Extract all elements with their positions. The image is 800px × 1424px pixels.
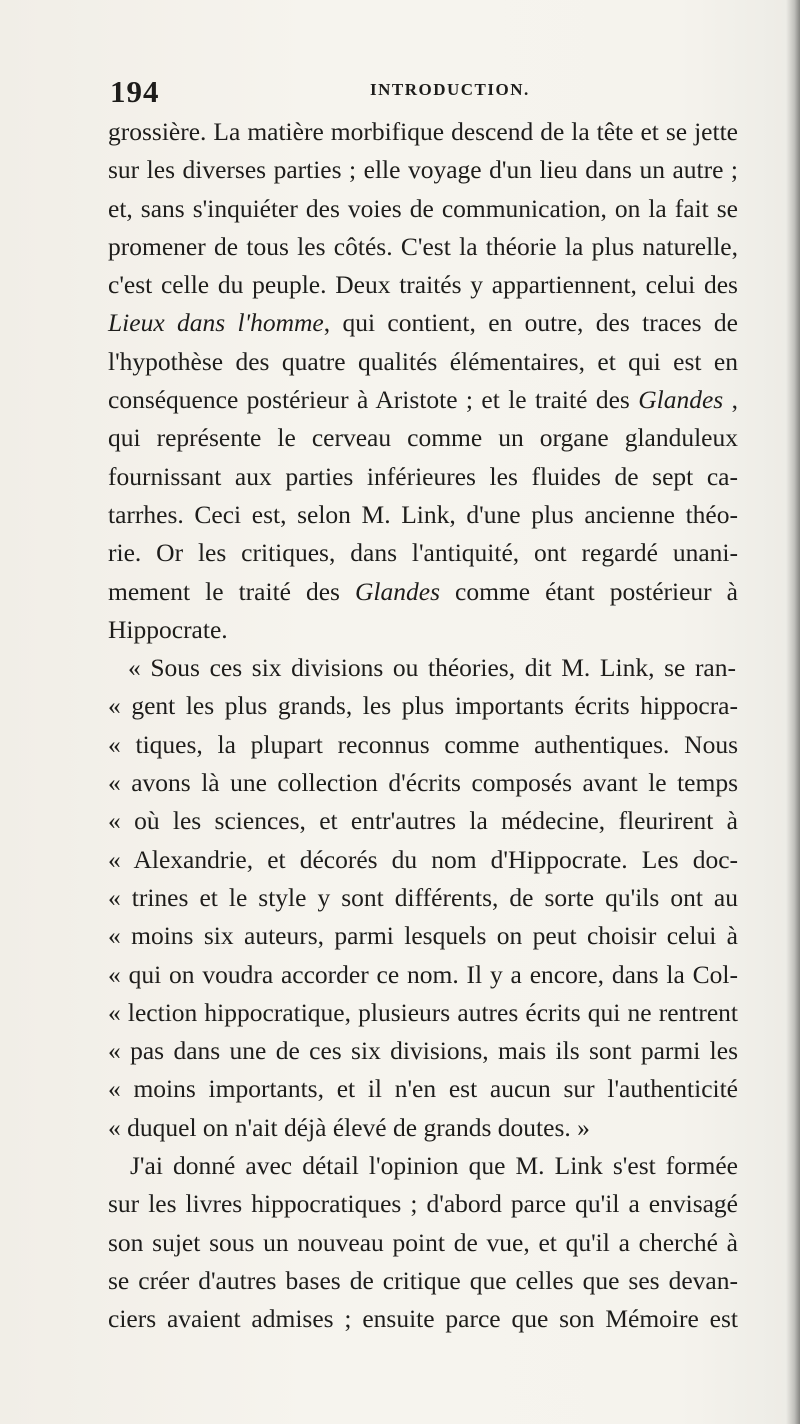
quote-line: « gent les plus grands, les plus importants écrits hippocra-	[108, 691, 738, 721]
text-line	[108, 381, 738, 419]
text-line: Hippocrate.	[108, 614, 228, 644]
page-number: 194	[110, 74, 160, 109]
text-line: rie. Or les critiques, dans l'antiquité, ont regardé unani-	[108, 538, 738, 568]
text-line	[108, 573, 738, 611]
quote-line: « Alexandrie, et décorés du nom d'Hippocrate. Les doc-	[108, 844, 738, 874]
quote-line: « tiques, la plupart reconnus comme authentiques. Nous	[108, 729, 738, 759]
text-line: son sujet sous un nouveau point de vue, et qu'il a cherché à	[108, 1227, 738, 1257]
text-line: c'est celle du peuple. Deux traités y appartiennent, celui des	[108, 270, 738, 300]
body-text	[108, 113, 738, 1339]
text-line: se créer d'autres bases de critique que celles que ses devan-	[108, 1265, 738, 1295]
quote-line: « duquel on n'ait déjà élevé de grands doutes. »	[108, 1112, 590, 1142]
text-line: fournissant aux parties inférieures les fluides de sept ca-	[108, 461, 738, 491]
italic-title-glandes: Glandes	[355, 576, 441, 606]
text-line: l'hypothèse des quatre qualités élémentaires, et qui est en	[108, 346, 738, 376]
text-fragment: comme étant postérieur à	[440, 576, 738, 606]
text-line: ciers avaient admises ; ensuite parce que son Mémoire est	[108, 1304, 738, 1334]
text-fragment: mement le traité des	[108, 576, 356, 606]
text-line	[108, 304, 738, 342]
quote-line: « lection hippocratique, plusieurs autres écrits qui ne rentrent	[108, 997, 738, 1027]
running-head: INTRODUCTION.	[370, 80, 530, 99]
text-line: sur les livres hippocratiques ; d'abord parce qu'il a envisagé	[108, 1189, 738, 1219]
quote-line: « où les sciences, et entr'autres la médecine, fleurirent à	[108, 806, 738, 836]
quote-line: « avons là une collection d'écrits composés avant le temps	[108, 768, 738, 798]
quote-line: « pas dans une de ces six divisions, mais ils sont parmi les	[108, 1036, 738, 1066]
quote-line: « moins six auteurs, parmi lesquels on peut choisir celui à	[108, 921, 738, 951]
italic-title-glandes: Glandes	[638, 385, 724, 415]
text-line: sur les diverses parties ; elle voyage d'un lieu dans un autre ;	[108, 155, 738, 185]
text-fragment: ,	[723, 385, 738, 415]
italic-title-lieux: Lieux dans l'homme	[108, 308, 324, 338]
quote-line: « Sous ces six divisions ou théories, dit M. Link, se ran-	[128, 653, 736, 683]
quote-line: « moins importants, et il n'en est aucun sur l'authenticité	[108, 1074, 738, 1104]
page-edge-shadow	[786, 0, 800, 1424]
text-fragment: conséquence postérieur à Aristote ; et le traité des	[108, 385, 639, 415]
quote-line: « qui on voudra accorder ce nom. Il y a encore, dans la Col-	[108, 959, 738, 989]
text-line: promener de tous les côtés. C'est la théorie la plus naturelle,	[108, 231, 738, 261]
text-line: grossière. La matière morbifique descend de la tête et se jette	[108, 117, 738, 146]
text-line: tarrhes. Ceci est, selon M. Link, d'une plus ancienne théo-	[108, 499, 738, 529]
text-line: qui représente le cerveau comme un organe glanduleux	[108, 423, 738, 453]
quote-line: « trines et le style y sont différents, de sorte qu'ils ont au	[108, 882, 738, 912]
text-line: J'ai donné avec détail l'opinion que M. Link s'est formée	[130, 1151, 738, 1181]
text-fragment: , qui contient, en outre, des traces de	[323, 308, 739, 338]
page-header	[110, 74, 730, 114]
text-line: et, sans s'inquiéter des voies de communication, on la fait se	[108, 193, 738, 223]
